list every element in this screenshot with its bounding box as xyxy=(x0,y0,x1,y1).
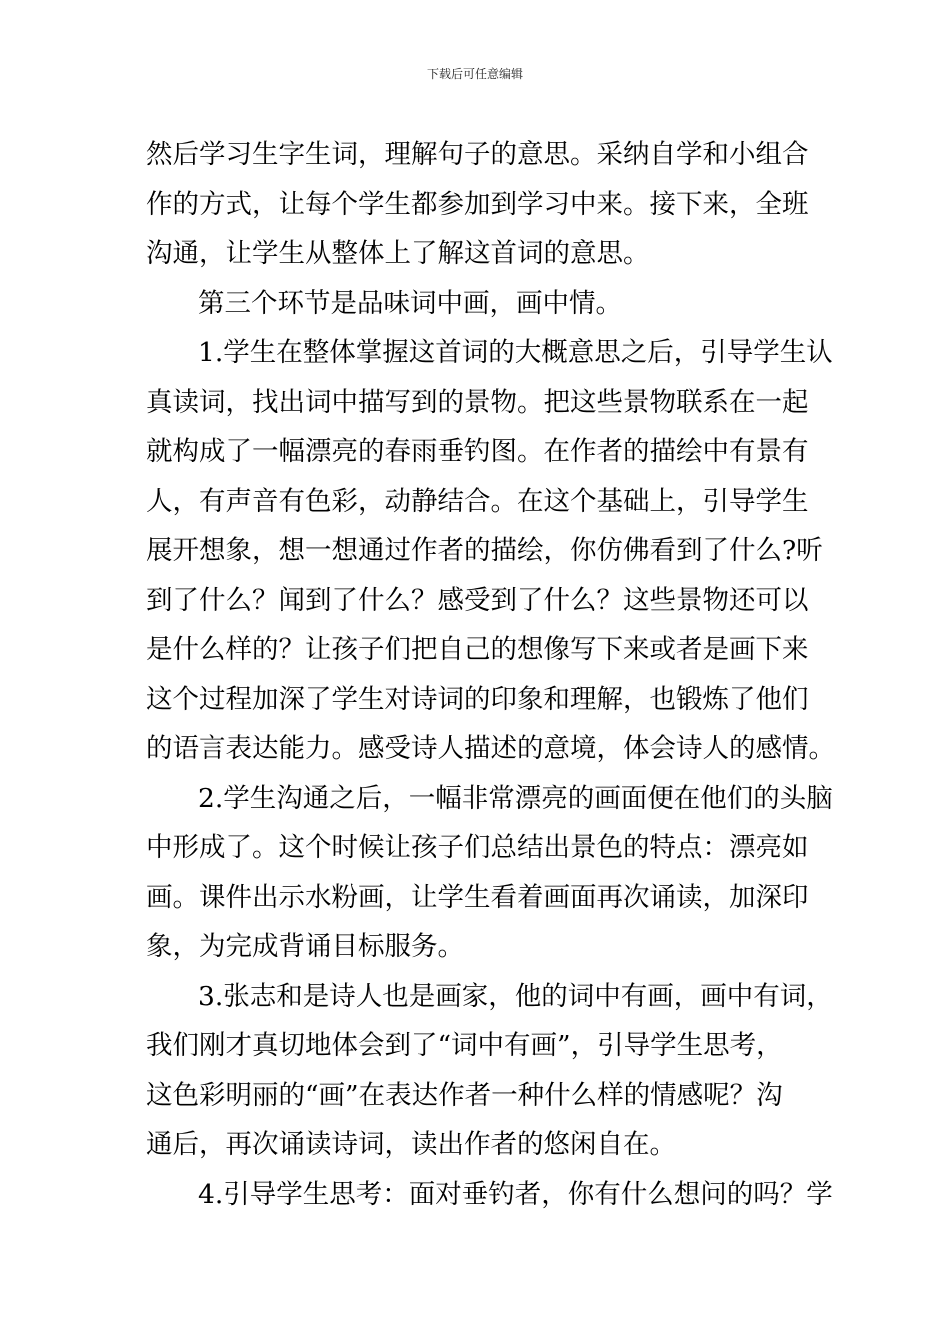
paragraph-start-line: 1.学生在整体掌握这首词的大概意思之后，引导学生认 xyxy=(198,337,833,368)
text-line: 通后，再次诵读诗词，读出作者的悠闲自在。 xyxy=(146,1129,676,1160)
body-text xyxy=(146,130,835,1219)
text-line: 是什么样的？让孩子们把自己的想像写下来或者是画下来 xyxy=(146,634,809,665)
text-line: 画。课件出示水粉画，让学生看着画面再次诵读，加深印 xyxy=(146,881,809,913)
text-line: 到了什么？闻到了什么？感受到了什么？这些景物还可以 xyxy=(146,584,809,616)
text-line: 然后学习生字生词，理解句子的意思。采纳自学和小组合 xyxy=(146,139,809,170)
text-line: 人，有声音有色彩，动静结合。在这个基础上，引导学生 xyxy=(146,485,809,517)
paragraph-start-line: 2.学生沟通之后，一幅非常漂亮的画面便在他们的头脑 xyxy=(198,782,833,814)
paragraph-start-line: 3.张志和是诗人也是画家，他的词中有画，画中有词， xyxy=(198,980,833,1012)
text-line: 作的方式，让每个学生都参加到学习中来。接下来，全班 xyxy=(146,188,809,220)
text-line: 中形成了。这个时候让孩子们总结出景色的特点：漂亮如 xyxy=(146,832,809,863)
paragraph-start-line: 4.引导学生思考：面对垂钓者，你有什么想问的吗？学 xyxy=(198,1178,833,1210)
paragraph-start-line: 第三个环节是品味词中画，画中情。 xyxy=(198,287,622,319)
text-line: 沟通，让学生从整体上了解这首词的意思。 xyxy=(146,238,650,269)
text-line: 这色彩明丽的“画”在表达作者一种什么样的情感呢？沟 xyxy=(146,1079,783,1111)
text-line: 展开想象，想一想通过作者的描绘，你仿佛看到了什么?听 xyxy=(146,535,823,566)
text-line: 这个过程加深了学生对诗词的印象和理解，也锻炼了他们 xyxy=(146,683,809,715)
text-line: 象，为完成背诵目标服务。 xyxy=(146,931,464,962)
text-line: 就构成了一幅漂亮的春雨垂钓图。在作者的描绘中有景有 xyxy=(146,436,809,467)
text-line: 我们刚才真切地体会到了“词中有画”，引导学生思考， xyxy=(146,1030,783,1061)
page-header: 下载后可任意编辑 xyxy=(426,67,523,81)
text-line: 真读词，找出词中描写到的景物。把这些景物联系在一起 xyxy=(146,386,809,418)
text-line: 的语言表达能力。感受诗人描述的意境，体会诗人的感情。 xyxy=(146,733,835,764)
